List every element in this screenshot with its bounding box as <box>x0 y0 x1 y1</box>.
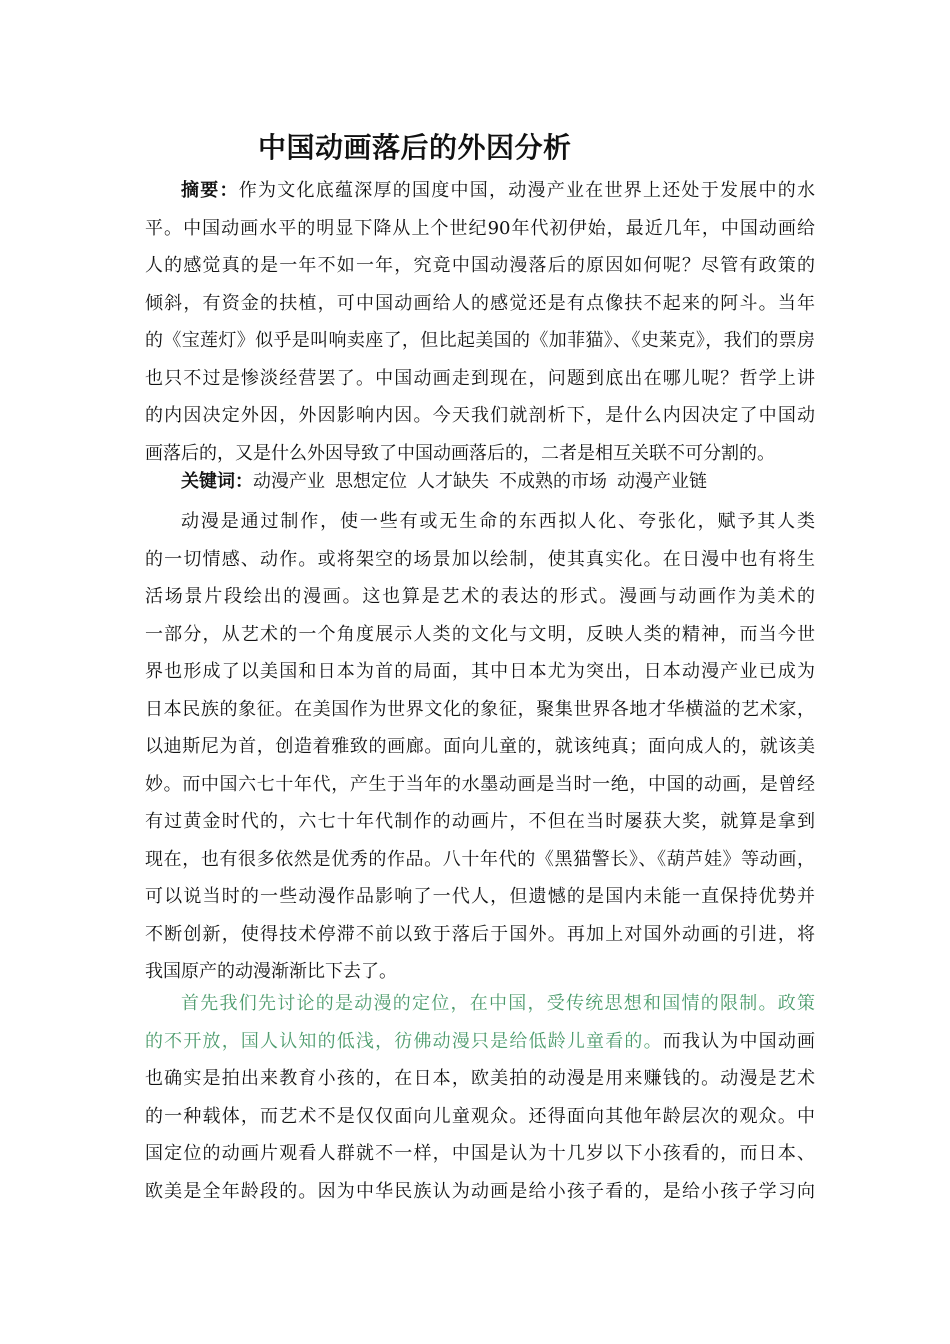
paragraph-line: 也确实是拍出来教育小孩的，在日本，欧美拍的动漫是用来赚钱的。动漫是艺术 <box>145 1068 815 1089</box>
body-paragraph-1 <box>145 503 815 991</box>
keywords-section <box>145 463 815 501</box>
abstract-line: 人的感觉真的是一年不如一年，究竟中国动漫落后的原因如何呢？尽管有政策的 <box>145 255 815 276</box>
abstract-section <box>145 172 815 472</box>
abstract-text: 作为文化底蕴深厚的国度中国，动漫产业在世界上还处于发展中的水 <box>238 180 815 201</box>
paragraph-line: 一部分，从艺术的一个角度展示人类的文化与文明，反映人类的精神，而当今世 <box>145 623 815 645</box>
mixed-line <box>145 1023 815 1061</box>
keyword: 不成熟的市场 <box>499 471 607 492</box>
paragraph-line: 国定位的动画片观看人群就不一样，中国是认为十几岁以下小孩看的，而日本、 <box>145 1143 815 1164</box>
paragraph-line: 欧美是全年龄段的。因为中华民族认为动画是给小孩子看的，是给小孩子学习向 <box>145 1180 815 1202</box>
paragraph-line: 的一种载体，而艺术不是仅仅面向儿童观众。还得面向其他年龄层次的观众。中 <box>145 1105 815 1127</box>
paragraph-line: 我国原产的动漫渐渐比下去了。 <box>145 961 397 982</box>
abstract-line: 倾斜，有资金的扶植，可中国动画给人的感觉还是有点像扶不起来的阿斗。当年 <box>145 292 815 314</box>
paragraph-line: 不断创新，使得技术停滞不前以致于落后于国外。再加上对国外动画的引进，将 <box>145 923 815 945</box>
abstract-label: 摘要： <box>181 180 239 201</box>
document-title: 中国动画落后的外因分析 <box>258 131 572 164</box>
keyword: 动漫产业链 <box>617 471 707 492</box>
paragraph-line: 日本民族的象征。在美国作为世界文化的象征，聚集世界各地才华横溢的艺术家， <box>145 698 815 720</box>
keyword: 人才缺失 <box>417 471 489 492</box>
paragraph-line: 妙。而中国六七十年代，产生于当年的水墨动画是当时一绝，中国的动画，是曾经 <box>145 773 815 795</box>
abstract-line: 的内因决定外因，外因影响内因。今天我们就剖析下，是什么内因决定了中国动 <box>145 405 815 426</box>
highlighted-text: 的不开放，国人认知的低浅，彷佛动漫只是给低龄儿童看的。 <box>145 1030 663 1052</box>
keywords-line <box>145 463 815 501</box>
abstract-line: 的《宝莲灯》似乎是叫响卖座了，但比起美国的《加菲猫》、《史莱克》，我们的票房 <box>145 330 815 351</box>
paragraph-line: 动漫是通过制作，使一些有或无生命的东西拟人化、夸张化，赋予其人类 <box>181 511 815 532</box>
paragraph-line: 可以说当时的一些动漫作品影响了一代人，但遗憾的是国内未能一直保持优势并 <box>145 886 815 907</box>
paragraph-line: 活场景片段绘出的漫画。这也算是艺术的表达的形式。漫画与动画作为美术的 <box>145 586 815 607</box>
paragraph-line: 现在，也有很多依然是优秀的作品。八十年代的《黑猫警长》、《葫芦娃》等动画， <box>145 848 815 870</box>
abstract-line <box>145 172 815 210</box>
paragraph-text: 而我认为中国动画 <box>662 1030 816 1052</box>
abstract-line: 平。中国动画水平的明显下降从上个世纪90年代初伊始，最近几年，中国动画给 <box>145 217 815 239</box>
paragraph-line: 以迪斯尼为首，创造着雅致的画廊。面向儿童的，就该纯真；面向成人的，就该美 <box>145 736 815 757</box>
paragraph-line: 界也形成了以美国和日本为首的局面，其中日本尤为突出，日本动漫产业已成为 <box>145 661 815 682</box>
abstract-line: 画落后的，又是什么外因导致了中国动画落后的，二者是相互关联不可分割的。 <box>145 442 775 464</box>
body-paragraph-2 <box>145 985 815 1210</box>
highlighted-line: 首先我们先讨论的是动漫的定位，在中国，受传统思想和国情的限制。政策 <box>181 993 815 1014</box>
paragraph-line: 有过黄金时代的，六七十年代制作的动画片，不但在当时屡获大奖，就算是拿到 <box>145 811 815 832</box>
keyword: 思想定位 <box>335 471 407 492</box>
abstract-line: 也只不过是惨淡经营罢了。中国动画走到现在，问题到底出在哪儿呢？哲学上讲 <box>145 367 815 389</box>
keywords-label: 关键词： <box>181 471 253 492</box>
paragraph-line: 的一切情感、动作。或将架空的场景加以绘制，使其真实化。在日漫中也有将生 <box>145 548 815 570</box>
keyword: 动漫产业 <box>253 471 325 492</box>
